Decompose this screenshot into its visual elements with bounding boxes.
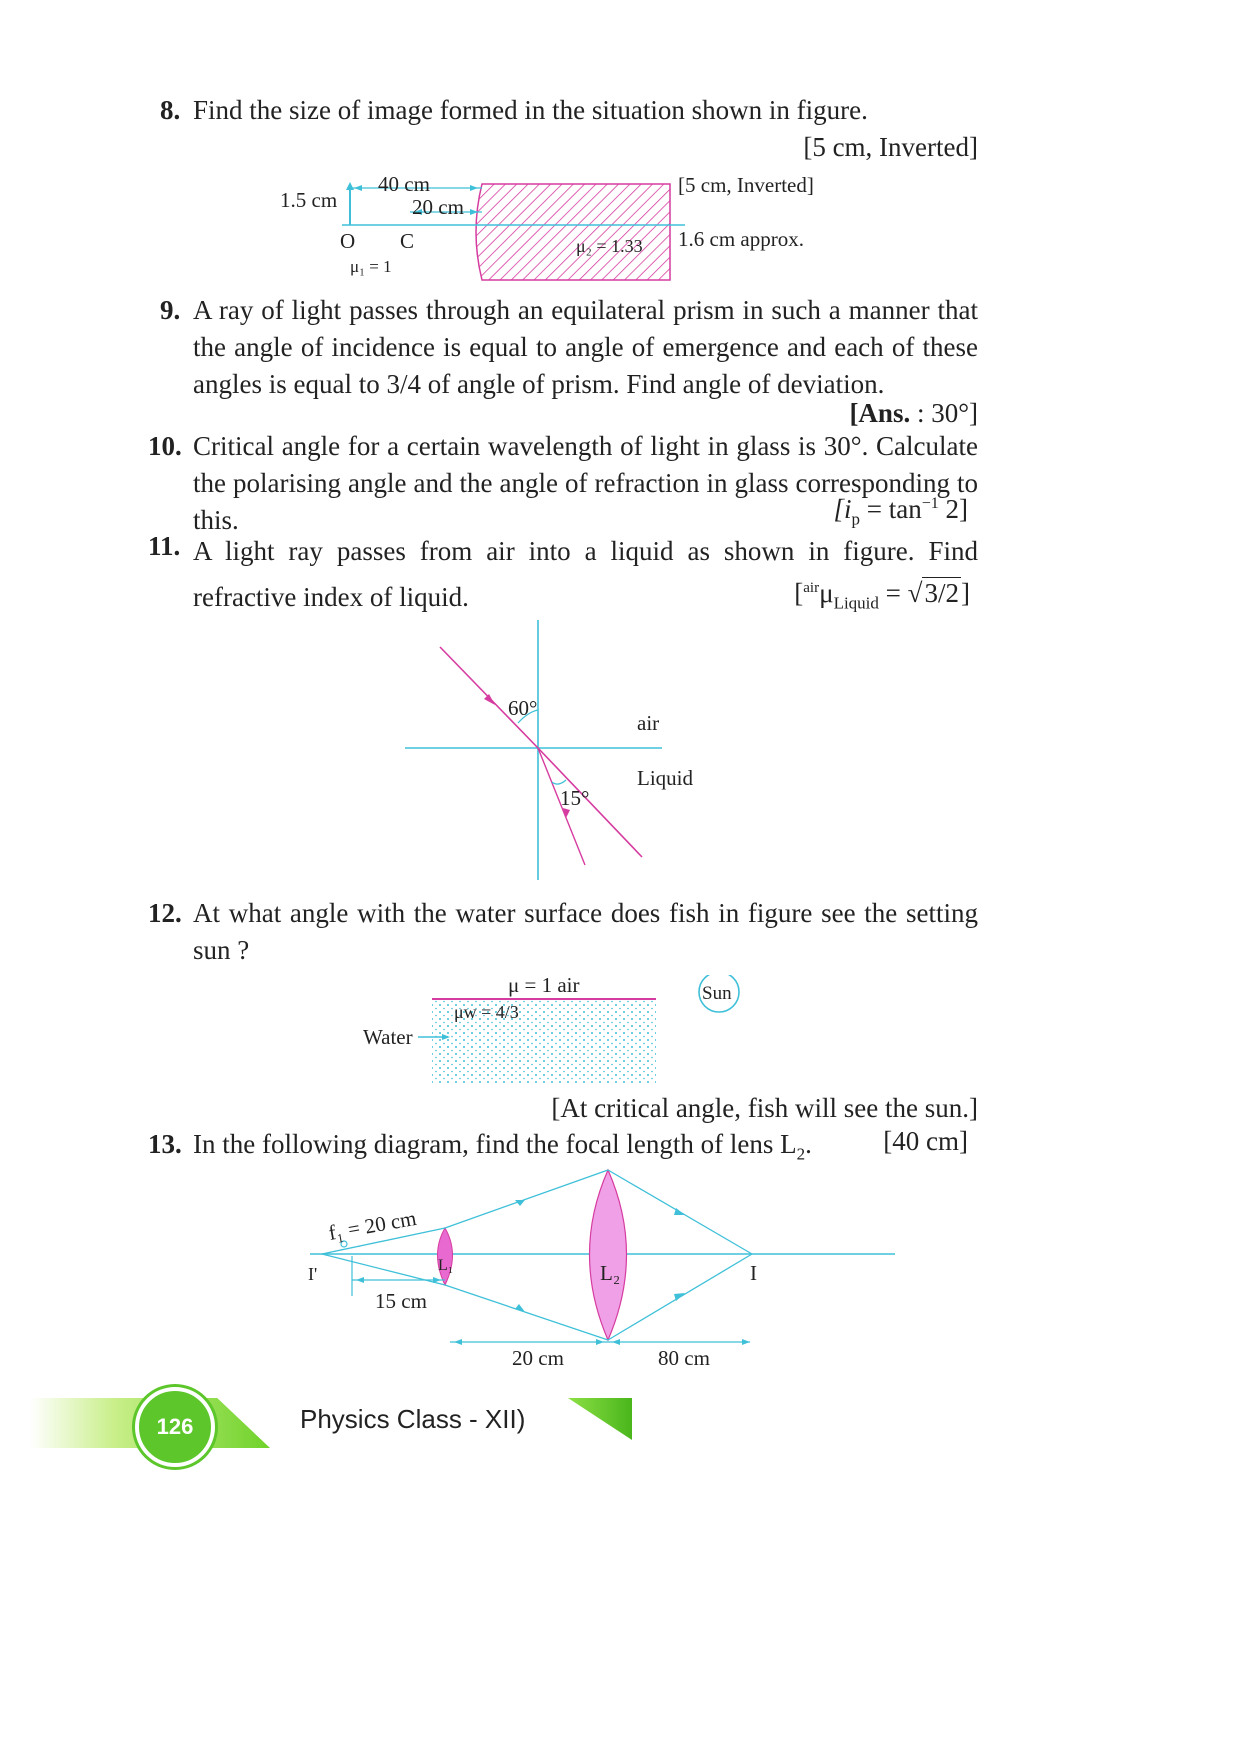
refracted-ray xyxy=(538,748,642,857)
footer-triangle-icon xyxy=(568,1398,632,1440)
object-height: 1.5 cm xyxy=(280,188,338,212)
answer-value: : 30°] xyxy=(910,398,978,428)
question-text: Critical angle for a certain wavelength of light in glass is 30°. Calculate the polarising angle and the angle of refraction in glass corresponding to this. xyxy=(193,431,978,535)
mu-water-label: μw = 4/3 xyxy=(454,1002,519,1022)
answer-9 xyxy=(849,398,978,429)
mu1-label: μ₁ = 1 xyxy=(350,257,392,276)
angle-60: 60° xyxy=(508,696,538,720)
dim-15cm: 15 cm xyxy=(375,1289,427,1313)
mu-air-label: μ = 1 air xyxy=(508,975,580,997)
figure-11-refraction xyxy=(400,615,720,885)
lens-l2 xyxy=(590,1170,627,1340)
f1-label: f₁ = 20 cm xyxy=(326,1205,419,1245)
sqrt-sign: √ xyxy=(907,578,923,608)
dim-40cm: 40 cm xyxy=(378,172,430,196)
question-text: A light ray passes from air into a liquid as shown in figure. Find refractive index of liquid. xyxy=(193,536,978,612)
image-i: I xyxy=(750,1261,757,1285)
image-i-prime: I' xyxy=(308,1264,318,1284)
mu2-label: μ₂ = 1.33 xyxy=(576,236,643,256)
note-approx: 1.6 cm approx. xyxy=(678,227,804,251)
l2-label: L₂ xyxy=(600,1261,621,1285)
answer-12: [At critical angle, fish will see the sun.] xyxy=(551,1093,978,1123)
book-title: Physics Class - XII) xyxy=(300,1404,526,1434)
page-number: 126 xyxy=(156,1414,194,1439)
question-number: 9. xyxy=(160,295,181,325)
answer-10: $[i_p = \tan^{-1} 2]$ xyxy=(833,494,968,529)
note-inverted: [5 cm, Inverted] xyxy=(678,173,814,197)
answer-prefix: [Ans. xyxy=(849,398,911,428)
question-text: Find the size of image formed in the situation shown in figure. xyxy=(193,95,868,125)
point-c: C xyxy=(400,229,415,253)
answer-8: [5 cm, Inverted] xyxy=(803,132,978,162)
page-number-badge xyxy=(135,1387,215,1467)
question-number: 8. xyxy=(160,95,181,125)
answer-13: [40 cm] xyxy=(883,1126,968,1156)
medium-air: air xyxy=(637,711,660,735)
question-number: 12. xyxy=(148,898,182,928)
sun-label: Sun xyxy=(702,983,732,1004)
point-o: O xyxy=(340,229,356,253)
answer-11: $[^{air}\mu_{Liquid} = √3/2]$ xyxy=(794,578,970,613)
dim-20cm: 20 cm xyxy=(412,195,464,219)
question-text: A ray of light passes through an equilateral prism in such a manner that the angle of incidence is equal to angle of emergence and each of these angles is equal to 3/4 of angle of prism. Find angle of deviation. xyxy=(193,295,978,399)
l1-label: L₁ xyxy=(438,1257,454,1274)
question-text: At what angle with the water surface does fish in figure see the setting sun ? xyxy=(193,898,978,965)
figure-12-fish-sun xyxy=(358,975,778,1090)
question-text: In the following diagram, find the focal length of lens $L_2$. xyxy=(193,1129,812,1164)
figure-13-two-lens xyxy=(300,1160,900,1390)
angle-15: 15° xyxy=(560,786,590,810)
question-number: 10. xyxy=(148,431,182,461)
water-label: Water xyxy=(363,1025,413,1049)
figure-8-refraction-slab xyxy=(270,170,910,290)
glass-slab xyxy=(476,184,670,280)
dim-20cm: 20 cm xyxy=(512,1346,564,1370)
medium-liquid: Liquid xyxy=(637,766,693,790)
question-number: 13. xyxy=(148,1129,182,1159)
question-number: 11. xyxy=(148,531,181,561)
dim-80cm: 80 cm xyxy=(658,1346,710,1370)
